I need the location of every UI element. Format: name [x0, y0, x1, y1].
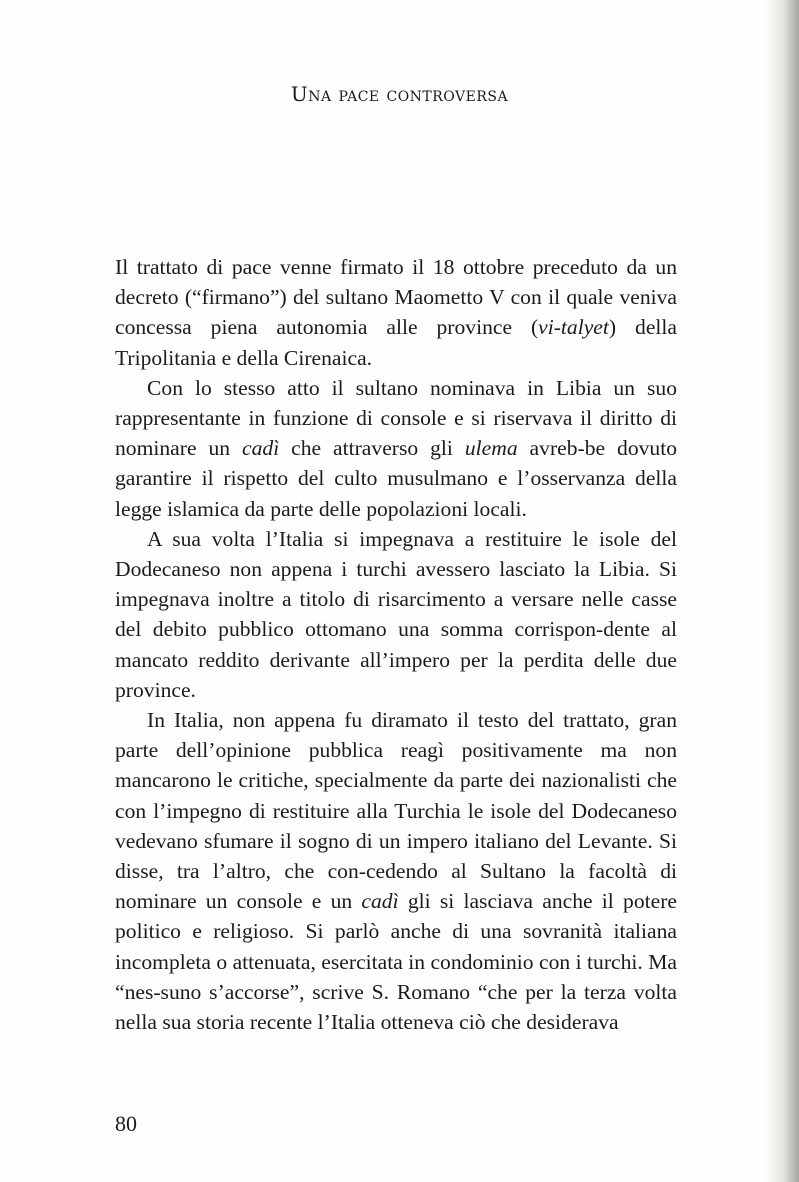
paragraph-3: [115, 524, 677, 705]
paragraph-2: [115, 373, 677, 524]
text-segment: In Italia, non appena fu diramato il testo del trattato, gran parte dell’opinione pubblica reagì positivamente ma non mancarono le critiche, specialmente da parte dei nazionalisti che con l’impegno di restituire alla Turchia le isole del Dodecaneso vedevano sfumare il sogno di un impero italiano del Levante. Si disse, tra l’altro, che con-cedendo al Sultano la facoltà di nominare un console e un: [115, 708, 677, 914]
italic-term-vitalyet: vi-talyet: [538, 315, 609, 340]
text-segment: avreb-be dovuto garantire il rispetto del culto musulmano e l’osservanza della legge islamica da parte delle popolazioni locali.: [115, 436, 678, 521]
text-segment: gli si lasciava anche il potere politico e religioso. Si parlò anche di una sovranità italiana incompleta o attenuata, esercitata in condominio con i turchi. Ma “nes-suno s’accorse”, scrive S. Romano “che per la terza volta nella sua storia recente l’Italia otteneva ciò che desiderava: [115, 889, 677, 1035]
text-segment: Con lo stesso atto il sultano nominava in Libia un suo rappresentante in funzione di console e si riservava il diritto di nominare un: [115, 375, 677, 461]
text-segment: che attraverso gli: [279, 436, 465, 461]
paragraph-1: [115, 252, 677, 373]
paragraph-4: [115, 705, 677, 1037]
italic-term-cadi: cadì: [242, 436, 280, 461]
running-head: Una pace controversa: [290, 82, 509, 106]
body-text: [115, 252, 677, 1037]
italic-term-ulema: ulema: [464, 436, 518, 461]
page-number: 80: [115, 1111, 137, 1136]
page-gutter-shadow: [765, 0, 799, 1182]
text-segment: A sua volta l’Italia si impegnava a restituire le isole del Dodecaneso non appena i turchi avessero lasciato la Libia. Si impegnava inoltre a titolo di risarcimento a versare nelle casse del debito pubblico ottomano una somma corrispon-dente al mancato reddito derivante all’impero per la perdita delle due province.: [115, 526, 677, 702]
text-segment: Il trattato di pace venne firmato il 18 ottobre preceduto da un decreto (“firmano”) del sultano Maometto V con il quale veniva concessa piena autonomia alle province (: [115, 255, 677, 340]
italic-term-cadi: cadì: [361, 889, 399, 914]
text-segment: ) della Tripolitania e della Cirenaica.: [115, 315, 677, 370]
